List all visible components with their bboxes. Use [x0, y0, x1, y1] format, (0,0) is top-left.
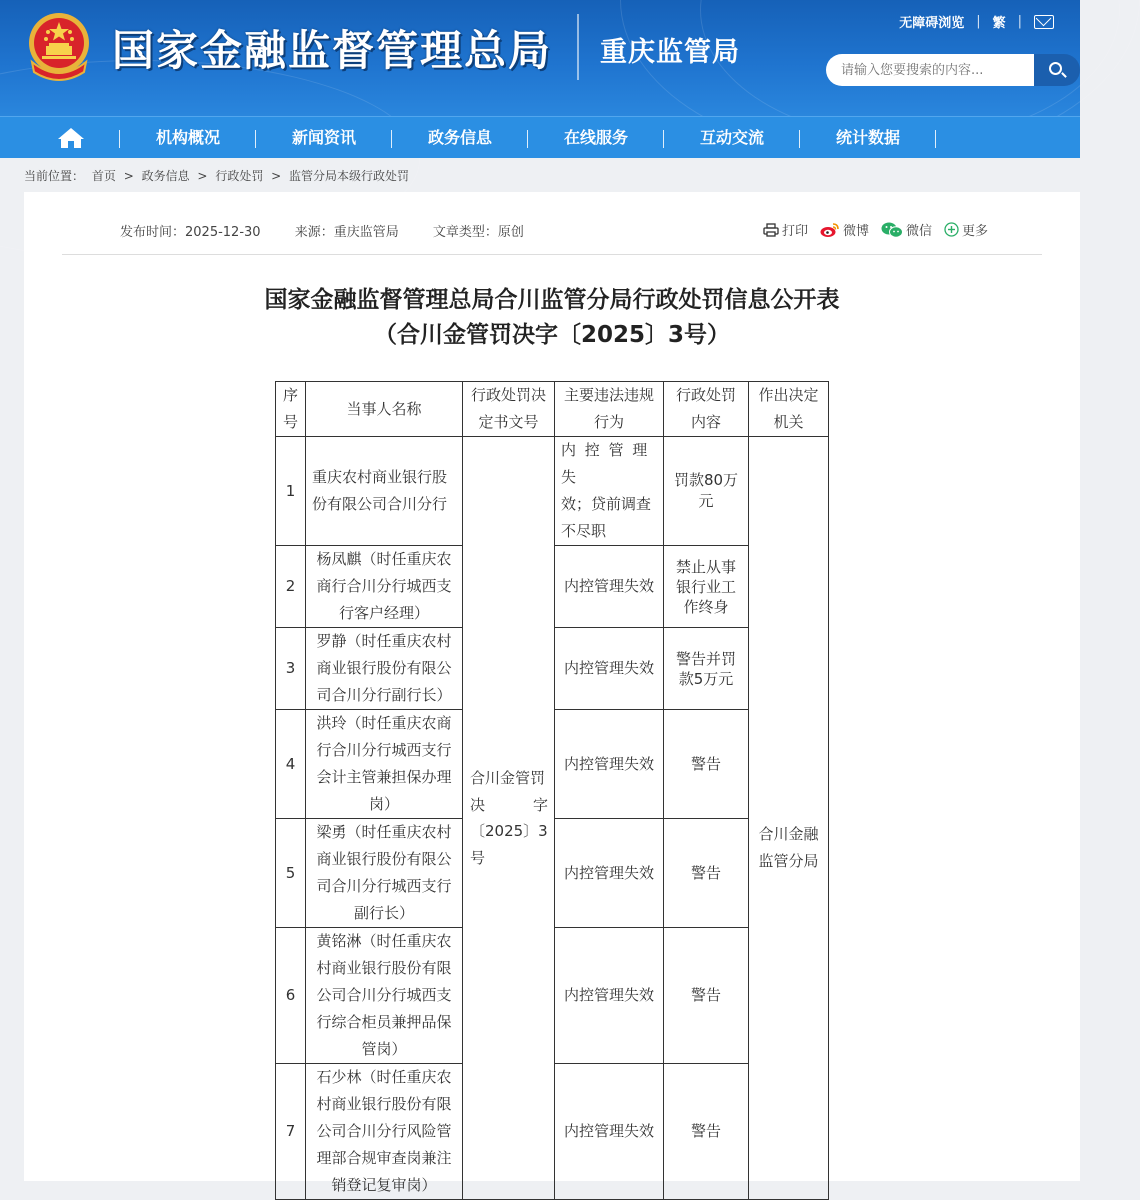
party-name: 杨凤麒（时任重庆农 商行合川分行城西支 行客户经理）: [306, 546, 463, 628]
link-separator: |: [1017, 14, 1022, 29]
article-panel: [24, 192, 1080, 1194]
wechat-icon: [881, 222, 903, 238]
weibo-share-button[interactable]: [820, 220, 869, 239]
nav-separator: [935, 130, 936, 148]
search-icon: [1049, 62, 1062, 75]
breadcrumb-separator: >: [271, 169, 282, 183]
traditional-chinese-link[interactable]: 繁: [992, 16, 1006, 31]
penalty-content: 罚款80万 元: [664, 437, 749, 546]
decision-authority: 合川金融 监管分局: [749, 437, 829, 1200]
weibo-icon: [820, 222, 840, 238]
wechat-label: 微信: [905, 224, 932, 239]
breadcrumb-prefix: 当前位置：: [24, 169, 85, 183]
row-no: 3: [276, 628, 306, 710]
search-box: [826, 54, 1080, 86]
nav-separator: [799, 130, 800, 148]
header-party: 当事人名称: [306, 382, 463, 437]
print-button[interactable]: [763, 220, 808, 239]
nav-item-online-service[interactable]: 在线服务: [563, 128, 628, 147]
party-name: 梁勇（时任重庆农村 商业银行股份有限公 司合川分行城西支行 副行长）: [306, 819, 463, 928]
document-title: 国家金融监督管理总局合川监管分局行政处罚信息公开表: [264, 287, 840, 313]
mail-icon[interactable]: [1034, 15, 1054, 29]
penalty-content: 警告: [664, 819, 749, 928]
meta-divider: [62, 254, 1042, 255]
header-doc-number: 行政处罚决 定书文号: [463, 382, 555, 437]
nav-item-interaction[interactable]: 互动交流: [699, 128, 764, 147]
row-no: 4: [276, 710, 306, 819]
accessible-browse-link[interactable]: 无障碍浏览: [899, 16, 965, 31]
nav-separator: [119, 130, 120, 148]
row-no: 6: [276, 928, 306, 1064]
weibo-label: 微博: [842, 224, 869, 239]
nav-separator: [391, 130, 392, 148]
breadcrumb-penalty[interactable]: 行政处罚: [215, 169, 264, 183]
home-icon[interactable]: [56, 127, 86, 149]
nav-separator: [663, 130, 664, 148]
main-nav: [0, 116, 1080, 158]
branch-title[interactable]: 重庆监管局: [600, 37, 740, 68]
row-no: 7: [276, 1064, 306, 1200]
party-name: 黄铭淋（时任重庆农 村商业银行股份有限 公司合川分行城西支 行综合柜员兼押品保 管岗）: [306, 928, 463, 1064]
violation: 内控管理失效: [555, 546, 664, 628]
table-row: [276, 437, 829, 546]
breadcrumb-separator: >: [197, 169, 208, 183]
penalty-content: 警告: [664, 710, 749, 819]
link-separator: |: [976, 14, 981, 29]
site-title[interactable]: 国家金融监督管理总局: [112, 26, 553, 75]
breadcrumb-separator: >: [123, 169, 134, 183]
breadcrumb-home[interactable]: 首页: [91, 169, 116, 183]
row-no: 1: [276, 437, 306, 546]
site-header: [0, 0, 1080, 116]
penalty-content: 警告并罚 款5万元: [664, 628, 749, 710]
penalty-table: [275, 381, 829, 1200]
header-no: 序 号: [276, 382, 306, 437]
header-violation: 主要违法违规 行为: [555, 382, 664, 437]
penalty-content: 禁止从事 银行业工 作终身: [664, 546, 749, 628]
publish-time: 发布时间：2025-12-30: [120, 225, 261, 240]
penalty-content: 警告: [664, 928, 749, 1064]
search-button[interactable]: [1034, 54, 1080, 86]
breadcrumb: [24, 167, 413, 184]
article-source: 来源：重庆监管局: [294, 225, 399, 240]
party-name: 石少林（时任重庆农 村商业银行股份有限 公司合川分行风险管 理部合规审查岗兼注 销登记复审岗）: [306, 1064, 463, 1200]
document-number-title: （合川金管罚决字〔2025〕3号）: [373, 322, 731, 348]
header-authority: 作出决定 机关: [749, 382, 829, 437]
nav-item-government-info[interactable]: 政务信息: [427, 128, 492, 147]
nav-separator: [255, 130, 256, 148]
wechat-share-button[interactable]: [881, 220, 932, 239]
violation: 内控管理失效: [555, 928, 664, 1064]
more-label: 更多: [961, 224, 988, 239]
printer-icon: [763, 223, 779, 237]
print-label: 打印: [781, 224, 808, 239]
national-emblem-icon[interactable]: [24, 10, 94, 82]
party-name: 罗静（时任重庆农村 商业银行股份有限公 司合川分行副行长）: [306, 628, 463, 710]
search-input[interactable]: [826, 54, 1036, 86]
article-type: 文章类型：原创: [432, 225, 524, 240]
table-header-row: [276, 382, 829, 437]
more-share-button[interactable]: [944, 220, 988, 239]
nav-item-statistics[interactable]: 统计数据: [835, 128, 900, 147]
header-penalty: 行政处罚 内容: [664, 382, 749, 437]
nav-item-about[interactable]: 机构概况: [155, 128, 220, 147]
violation: 内控管理失效: [555, 819, 664, 928]
breadcrumb-government-info[interactable]: 政务信息: [141, 169, 190, 183]
decision-doc-number: 合川金管罚 决 字 〔2025〕3 号: [463, 437, 555, 1200]
violation: 内控管理失效: [555, 628, 664, 710]
share-bar: [751, 220, 988, 239]
nav-item-news[interactable]: 新闻资讯: [291, 128, 356, 147]
top-links: [899, 12, 1054, 31]
violation: 内控管理失效: [555, 1064, 664, 1200]
party-name: 重庆农村商业银行股 份有限公司合川分行: [306, 437, 463, 546]
row-no: 2: [276, 546, 306, 628]
violation: 内 控 管 理 失 效；贷前调查 不尽职: [555, 437, 664, 546]
article-meta: [120, 221, 554, 240]
violation: 内控管理失效: [555, 710, 664, 819]
title-divider: [577, 14, 579, 80]
penalty-content: 警告: [664, 1064, 749, 1200]
row-no: 5: [276, 819, 306, 928]
nav-separator: [527, 130, 528, 148]
breadcrumb-current[interactable]: 监管分局本级行政处罚: [289, 169, 410, 183]
plus-circle-icon: [944, 222, 959, 237]
party-name: 洪玲（时任重庆农商 行合川分行城西支行 会计主管兼担保办理 岗）: [306, 710, 463, 819]
